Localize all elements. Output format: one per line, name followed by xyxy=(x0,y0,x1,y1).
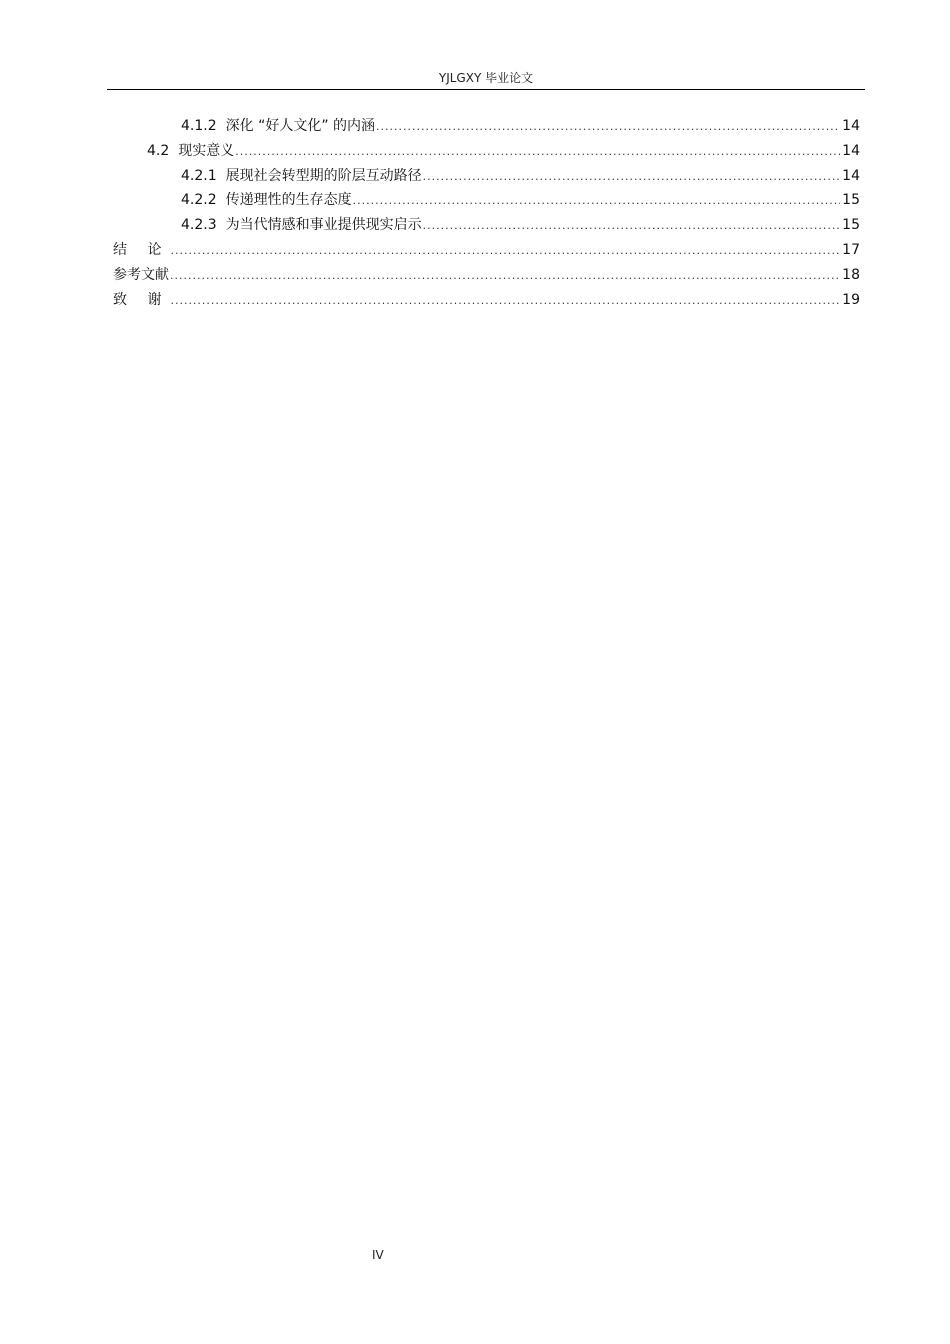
page-number: IV xyxy=(372,1248,384,1262)
toc-leader-dots xyxy=(353,189,841,214)
toc-entry-4-2-2[interactable] xyxy=(113,188,860,213)
toc-leader-dots xyxy=(170,239,840,264)
toc-entry-title: 参考文献 xyxy=(113,266,169,283)
toc-entry-title: 传递理性的生存态度 xyxy=(225,192,352,209)
toc-entry-title: 为当代情感和事业提供现实启示 xyxy=(225,217,422,234)
toc-leader-dots xyxy=(170,289,840,314)
toc-entry-page: 14 xyxy=(842,118,860,134)
toc-entry-page: 14 xyxy=(842,142,860,159)
toc-leader-dots xyxy=(423,214,841,239)
toc-entry-title: 展现社会转型期的阶层互动路径 xyxy=(225,167,422,184)
toc-entry-references[interactable] xyxy=(113,263,860,288)
toc-entry-number: 4.2.1 xyxy=(181,167,217,184)
toc-entry-title: 现实意义 xyxy=(178,142,235,159)
toc-entry-page: 18 xyxy=(842,266,860,283)
page-header: YJLGXY 毕业论文 xyxy=(107,68,865,90)
toc-entry-4-2[interactable] xyxy=(113,139,860,164)
toc-entry-conclusion[interactable] xyxy=(113,238,860,263)
toc-leader-dots xyxy=(423,165,841,190)
table-of-contents xyxy=(113,114,860,312)
toc-entry-title: 致 谢 xyxy=(113,291,170,308)
toc-entry-title: 深化 “好人文化” 的内涵 xyxy=(225,118,376,134)
toc-entry-page: 15 xyxy=(842,192,860,209)
toc-entry-acknowledgements[interactable] xyxy=(113,288,860,313)
toc-entry-page: 15 xyxy=(842,217,860,234)
toc-entry-4-2-1[interactable] xyxy=(113,164,860,189)
toc-entry-4-2-3[interactable] xyxy=(113,213,860,238)
toc-leader-dots xyxy=(376,115,840,140)
toc-leader-dots xyxy=(170,264,840,289)
toc-entry-number: 4.2 xyxy=(147,142,170,159)
toc-entry-page: 14 xyxy=(842,167,860,184)
toc-entry-number: 4.2.2 xyxy=(181,192,217,209)
toc-entry-number: 4.1.2 xyxy=(181,118,217,134)
toc-leader-dots xyxy=(235,140,840,165)
toc-entry-4-1-2[interactable] xyxy=(113,114,860,139)
toc-entry-page: 19 xyxy=(842,291,860,308)
toc-entry-title: 结 论 xyxy=(113,241,170,258)
toc-entry-page: 17 xyxy=(842,241,860,258)
toc-entry-number: 4.2.3 xyxy=(181,217,217,234)
